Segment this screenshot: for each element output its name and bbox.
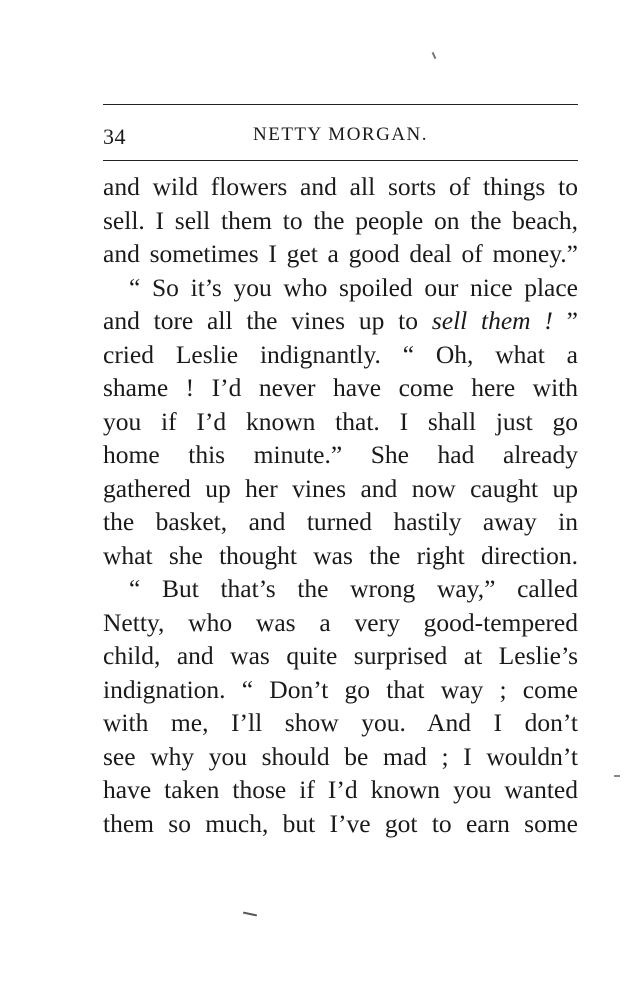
text-line: and wild flowers and all sorts of things to (103, 172, 578, 201)
text-line: them so much, but I’ve got to earn some (103, 808, 578, 838)
body-text (103, 170, 578, 840)
text-line: what she thought was the right direction. (103, 540, 578, 570)
speck-mark (432, 52, 437, 59)
page-header (103, 124, 578, 154)
text-line: gathered up her vines and now caught up (103, 473, 578, 503)
text-line: see why you should be mad ; I wouldn’t (103, 741, 578, 771)
text-line: the basket, and turned hastily away in (103, 507, 578, 536)
text-line: home this minute.” She had already (103, 440, 578, 469)
closing-quote: ” (552, 306, 579, 335)
italic-emphasis: sell them ! (431, 306, 553, 335)
page-number: 34 (103, 124, 126, 149)
text-line: child, and was quite surprised at Leslie’s (103, 641, 578, 670)
running-title: NETTY MORGAN. (253, 124, 429, 145)
text-line: have taken those if I’d known you wanted (103, 775, 578, 804)
speck-mark (614, 775, 620, 777)
text-line: you if I’d known that. I shall just go (103, 406, 578, 436)
text-line: Netty, who was a very good-tempered (103, 607, 578, 637)
text-line: indignation. “ Don’t go that way ; come (103, 674, 578, 704)
speck-mark (243, 912, 257, 917)
text-line: “ So it’s you who spoiled our nice place (129, 272, 578, 302)
text-line: shame ! I’d never have come here with (103, 373, 578, 402)
text-line: “ But that’s the wrong way,” called (129, 574, 578, 603)
text-line: with me, I’ll show you. And I don’t (103, 708, 578, 737)
text-fragment: and tore all the vines up to (103, 306, 419, 335)
text-line: cried Leslie indignantly. “ Oh, what a (103, 339, 578, 369)
text-line: and sometimes I get a good deal of money.” (103, 239, 578, 268)
header-bottom-rule (103, 160, 578, 161)
text-line (103, 304, 578, 338)
header-top-rule (103, 104, 578, 105)
text-line: sell. I sell them to the people on the beach, (103, 205, 578, 235)
